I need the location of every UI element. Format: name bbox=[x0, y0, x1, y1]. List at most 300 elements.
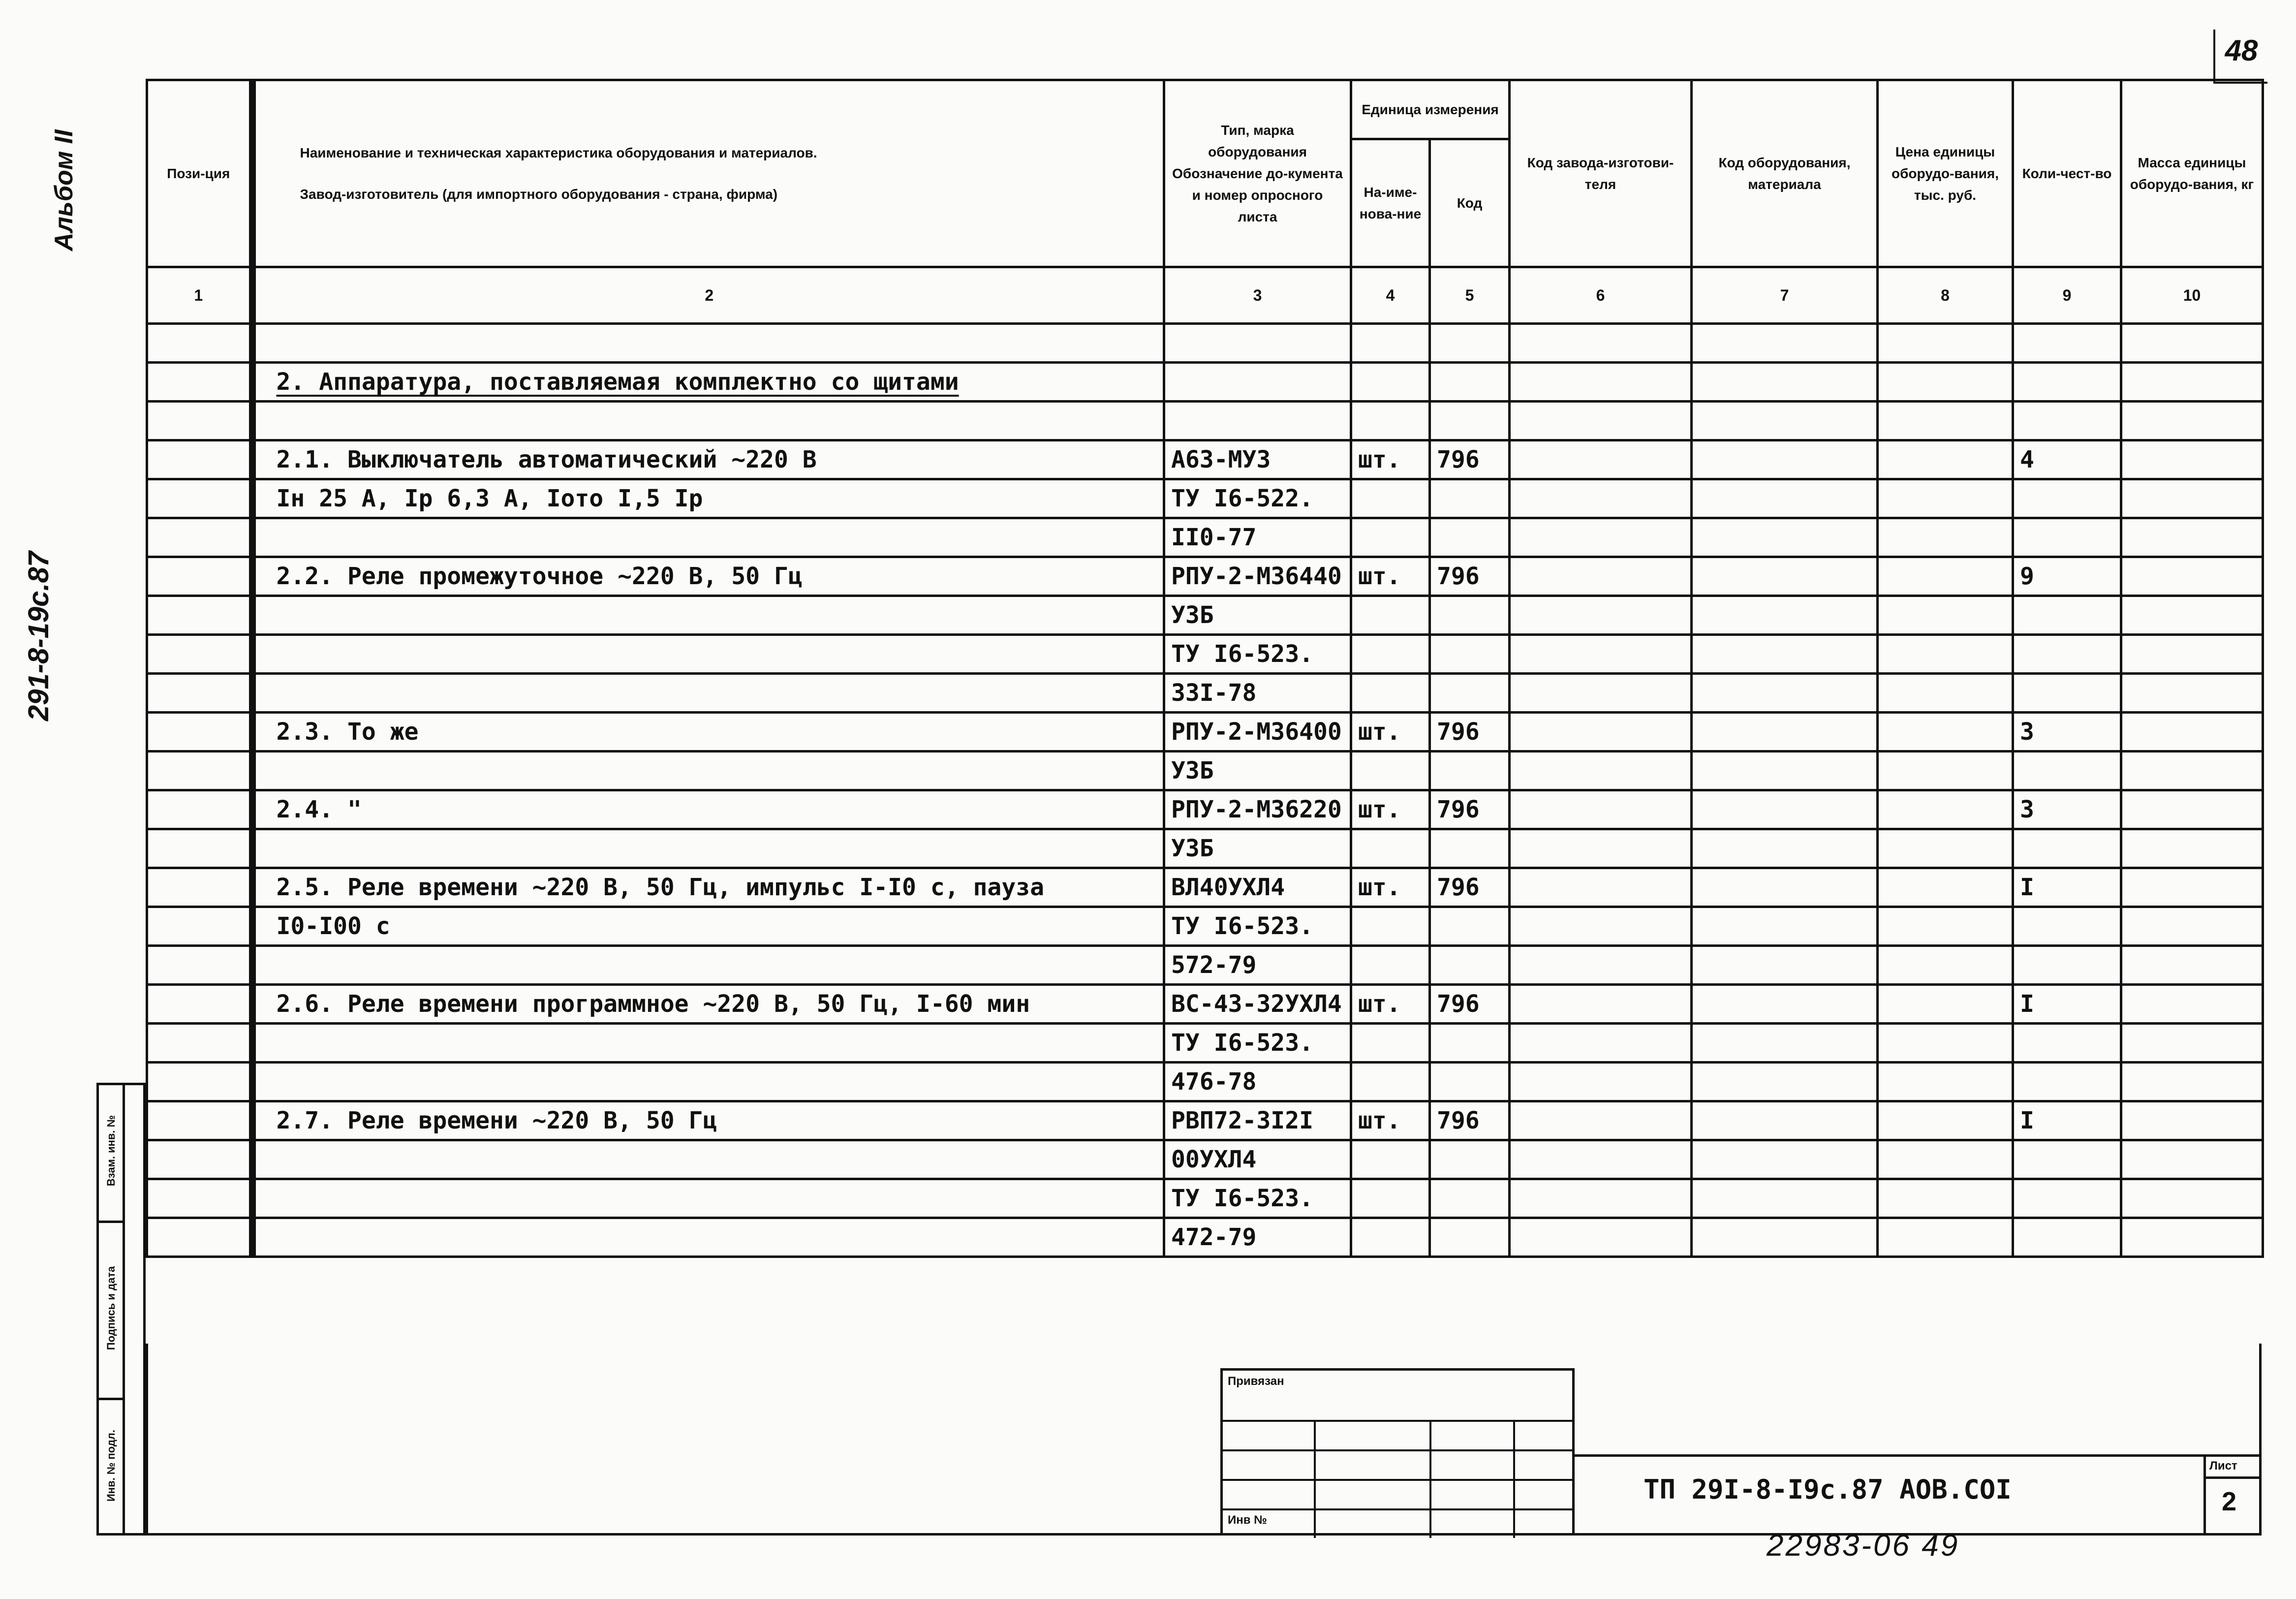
cell-mass bbox=[2121, 985, 2263, 1024]
cell-price bbox=[1878, 790, 2013, 829]
table-row bbox=[147, 324, 2263, 363]
cell-unit-code-text: 796 bbox=[1437, 446, 1480, 473]
cell-price bbox=[1878, 868, 2013, 907]
cell-position bbox=[147, 363, 252, 402]
cell-quantity bbox=[2013, 1101, 2121, 1140]
header-manufacturer-code: Код заводa-изготови-теля bbox=[1510, 80, 1692, 267]
cell-unit-code bbox=[1430, 324, 1510, 363]
cell-price bbox=[1878, 479, 2013, 518]
cell-name bbox=[252, 907, 1164, 946]
cell-quantity bbox=[2013, 557, 2121, 596]
cell-position bbox=[147, 752, 252, 790]
cell-unit bbox=[1351, 946, 1430, 985]
cell-mass bbox=[2121, 557, 2263, 596]
cell-mass bbox=[2121, 479, 2263, 518]
cell-price bbox=[1878, 518, 2013, 557]
cell-unit-text: шт. bbox=[1358, 446, 1401, 473]
binding-stamp bbox=[1220, 1368, 1575, 1536]
header-equipment-code: Код оборудования, материала bbox=[1692, 80, 1878, 267]
cell-equipment-code bbox=[1692, 674, 1878, 713]
cell-position bbox=[147, 1218, 252, 1257]
cell-equipment-code bbox=[1692, 1063, 1878, 1101]
cell-unit-code bbox=[1430, 363, 1510, 402]
cell-position bbox=[147, 479, 252, 518]
cell-name-text: Iн 25 А, Iр 6,3 А, Iото I,5 Iр bbox=[276, 485, 703, 512]
cell-quantity bbox=[2013, 1179, 2121, 1218]
cell-type-text: 472-79 bbox=[1171, 1223, 1257, 1251]
table-row bbox=[147, 596, 2263, 635]
cell-mass bbox=[2121, 1024, 2263, 1063]
column-number-row bbox=[147, 267, 2263, 324]
header-unit-group: Единица измерения bbox=[1351, 80, 1510, 139]
cell-equipment-code bbox=[1692, 1024, 1878, 1063]
cell-name bbox=[252, 946, 1164, 985]
cell-type bbox=[1164, 557, 1351, 596]
cell-unit-code bbox=[1430, 518, 1510, 557]
cell-type-text: 00УХЛ4 bbox=[1171, 1146, 1257, 1173]
cell-unit-code-text: 796 bbox=[1437, 1107, 1480, 1134]
cell-type bbox=[1164, 440, 1351, 479]
table-row bbox=[147, 907, 2263, 946]
table-row bbox=[147, 1024, 2263, 1063]
cell-mass bbox=[2121, 518, 2263, 557]
cell-manufacturer-code bbox=[1510, 829, 1692, 868]
cell-position bbox=[147, 907, 252, 946]
cell-position bbox=[147, 635, 252, 674]
column-number: 3 bbox=[1164, 267, 1351, 324]
cell-mass bbox=[2121, 1101, 2263, 1140]
cell-price bbox=[1878, 829, 2013, 868]
cell-manufacturer-code bbox=[1510, 674, 1692, 713]
cell-manufacturer-code bbox=[1510, 1218, 1692, 1257]
cell-equipment-code bbox=[1692, 479, 1878, 518]
cell-type bbox=[1164, 752, 1351, 790]
cell-quantity bbox=[2013, 868, 2121, 907]
table-row bbox=[147, 479, 2263, 518]
cell-type-text: РПУ-2-М36440 bbox=[1171, 563, 1342, 590]
cell-unit bbox=[1351, 1101, 1430, 1140]
cell-unit-code bbox=[1430, 596, 1510, 635]
cell-unit bbox=[1351, 440, 1430, 479]
cell-type-text: 33I-78 bbox=[1171, 679, 1257, 707]
cell-type-text: ТУ I6-523. bbox=[1171, 1185, 1313, 1212]
column-number: 1 bbox=[147, 267, 252, 324]
cell-unit-code bbox=[1430, 1179, 1510, 1218]
cell-type bbox=[1164, 324, 1351, 363]
column-number: 10 bbox=[2121, 267, 2263, 324]
cell-equipment-code bbox=[1692, 557, 1878, 596]
cell-name bbox=[252, 713, 1164, 752]
cell-manufacturer-code bbox=[1510, 790, 1692, 829]
cell-manufacturer-code bbox=[1510, 635, 1692, 674]
header-quantity: Коли-чест-во bbox=[2013, 80, 2121, 267]
cell-type bbox=[1164, 946, 1351, 985]
cell-quantity bbox=[2013, 1063, 2121, 1101]
cell-quantity bbox=[2013, 946, 2121, 985]
cell-position bbox=[147, 946, 252, 985]
cell-unit-code bbox=[1430, 713, 1510, 752]
cell-type bbox=[1164, 1140, 1351, 1179]
cell-type bbox=[1164, 1063, 1351, 1101]
cell-manufacturer-code bbox=[1510, 1101, 1692, 1140]
cell-position bbox=[147, 829, 252, 868]
cell-price bbox=[1878, 1140, 2013, 1179]
cell-type-text: ТУ I6-523. bbox=[1171, 640, 1313, 668]
cell-type bbox=[1164, 635, 1351, 674]
table-row bbox=[147, 674, 2263, 713]
cell-type bbox=[1164, 1101, 1351, 1140]
cell-quantity-text: I bbox=[2020, 874, 2034, 901]
cell-price bbox=[1878, 557, 2013, 596]
cell-equipment-code bbox=[1692, 829, 1878, 868]
cell-quantity bbox=[2013, 829, 2121, 868]
cell-type bbox=[1164, 868, 1351, 907]
cell-manufacturer-code bbox=[1510, 1063, 1692, 1101]
cell-mass bbox=[2121, 868, 2263, 907]
cell-position bbox=[147, 790, 252, 829]
cell-price bbox=[1878, 363, 2013, 402]
cell-mass bbox=[2121, 790, 2263, 829]
cell-unit-code bbox=[1430, 829, 1510, 868]
cell-mass bbox=[2121, 829, 2263, 868]
cell-manufacturer-code bbox=[1510, 713, 1692, 752]
cell-unit bbox=[1351, 790, 1430, 829]
cell-unit-code bbox=[1430, 868, 1510, 907]
cell-unit-code bbox=[1430, 402, 1510, 440]
cell-mass bbox=[2121, 946, 2263, 985]
cell-quantity bbox=[2013, 363, 2121, 402]
cell-manufacturer-code bbox=[1510, 1140, 1692, 1179]
cell-mass bbox=[2121, 596, 2263, 635]
header-unit-price: Цена единицы оборудо-вания, тыс. руб. bbox=[1878, 80, 2013, 267]
cell-manufacturer-code bbox=[1510, 868, 1692, 907]
cell-mass bbox=[2121, 1179, 2263, 1218]
cell-price bbox=[1878, 985, 2013, 1024]
cell-mass bbox=[2121, 1140, 2263, 1179]
cell-price bbox=[1878, 324, 2013, 363]
cell-unit bbox=[1351, 596, 1430, 635]
table-row bbox=[147, 1063, 2263, 1101]
cell-quantity bbox=[2013, 907, 2121, 946]
cell-quantity bbox=[2013, 985, 2121, 1024]
cell-type bbox=[1164, 674, 1351, 713]
cell-price bbox=[1878, 946, 2013, 985]
cell-unit bbox=[1351, 363, 1430, 402]
column-number: 8 bbox=[1878, 267, 2013, 324]
cell-name bbox=[252, 440, 1164, 479]
cell-name-text: 2.3. То же bbox=[276, 718, 419, 746]
cell-unit bbox=[1351, 324, 1430, 363]
cell-unit bbox=[1351, 1063, 1430, 1101]
cell-unit bbox=[1351, 752, 1430, 790]
cell-price bbox=[1878, 752, 2013, 790]
page-number: 48 bbox=[2213, 30, 2267, 84]
cell-type-text: ТУ I6-523. bbox=[1171, 912, 1313, 940]
cell-quantity bbox=[2013, 790, 2121, 829]
cell-type-text: 572-79 bbox=[1171, 951, 1257, 979]
header-position: Пози-ция bbox=[147, 80, 252, 267]
cell-type-text: ТУ I6-522. bbox=[1171, 485, 1313, 512]
cell-equipment-code bbox=[1692, 1218, 1878, 1257]
cell-unit-code bbox=[1430, 790, 1510, 829]
cell-equipment-code bbox=[1692, 1101, 1878, 1140]
cell-equipment-code bbox=[1692, 1140, 1878, 1179]
cell-position bbox=[147, 1140, 252, 1179]
cell-unit-code bbox=[1430, 946, 1510, 985]
cell-equipment-code bbox=[1692, 752, 1878, 790]
cell-name bbox=[252, 752, 1164, 790]
cell-type-text: ТУ I6-523. bbox=[1171, 1029, 1313, 1057]
cell-name-text: 2.5. Реле времени ~220 В, 50 Гц, импульс I-I0 с, пауза bbox=[276, 874, 1045, 901]
cell-manufacturer-code bbox=[1510, 985, 1692, 1024]
cell-price bbox=[1878, 402, 2013, 440]
cell-quantity bbox=[2013, 635, 2121, 674]
cell-price bbox=[1878, 674, 2013, 713]
cell-name bbox=[252, 596, 1164, 635]
cell-type-text: УЗБ bbox=[1171, 757, 1214, 784]
cell-price bbox=[1878, 1063, 2013, 1101]
cell-mass bbox=[2121, 440, 2263, 479]
cell-quantity bbox=[2013, 752, 2121, 790]
cell-quantity bbox=[2013, 596, 2121, 635]
cell-name-text: 2.1. Выключатель автоматический ~220 В bbox=[276, 446, 817, 473]
cell-unit bbox=[1351, 635, 1430, 674]
cell-price bbox=[1878, 635, 2013, 674]
column-number: 6 bbox=[1510, 267, 1692, 324]
cell-quantity-text: 3 bbox=[2020, 718, 2034, 746]
cell-mass bbox=[2121, 363, 2263, 402]
cell-unit bbox=[1351, 868, 1430, 907]
cell-quantity bbox=[2013, 1140, 2121, 1179]
cell-unit bbox=[1351, 479, 1430, 518]
sheet-number: 2 bbox=[2222, 1487, 2237, 1516]
cell-position bbox=[147, 1024, 252, 1063]
cell-position bbox=[147, 1179, 252, 1218]
cell-type bbox=[1164, 1024, 1351, 1063]
cell-manufacturer-code bbox=[1510, 518, 1692, 557]
cell-name bbox=[252, 1024, 1164, 1063]
cell-unit bbox=[1351, 907, 1430, 946]
cell-price bbox=[1878, 440, 2013, 479]
cell-unit-code bbox=[1430, 752, 1510, 790]
header-name-line1: Наименование и техническая характеристика оборудования и материалов. bbox=[300, 145, 817, 160]
table-row bbox=[147, 713, 2263, 752]
cell-position bbox=[147, 440, 252, 479]
cell-unit-code bbox=[1430, 479, 1510, 518]
cell-type-text: А63-МУЗ bbox=[1171, 446, 1271, 473]
cell-quantity-text: 3 bbox=[2020, 796, 2034, 823]
header-type: Тип, марка оборудования Обозначение до-кумента и номер опросного листа bbox=[1164, 80, 1351, 267]
cell-type-text: 476-78 bbox=[1171, 1068, 1257, 1096]
cell-unit-code bbox=[1430, 1063, 1510, 1101]
cell-quantity bbox=[2013, 440, 2121, 479]
cell-name bbox=[252, 324, 1164, 363]
sheet-label: Лист bbox=[2209, 1459, 2237, 1473]
cell-mass bbox=[2121, 635, 2263, 674]
column-number: 4 bbox=[1351, 267, 1430, 324]
cell-quantity-text: I bbox=[2020, 990, 2034, 1018]
cell-equipment-code bbox=[1692, 440, 1878, 479]
cell-quantity bbox=[2013, 1218, 2121, 1257]
cell-type-text: УЗБ bbox=[1171, 835, 1214, 862]
cell-position bbox=[147, 1063, 252, 1101]
cell-unit-code bbox=[1430, 1101, 1510, 1140]
side-label-inv-podl: Инв. № подл. bbox=[105, 1430, 117, 1502]
cell-manufacturer-code bbox=[1510, 752, 1692, 790]
header-unit-mass: Масса единицы оборудо-вания, кг bbox=[2121, 80, 2263, 267]
cell-manufacturer-code bbox=[1510, 596, 1692, 635]
cell-unit-code bbox=[1430, 907, 1510, 946]
cell-manufacturer-code bbox=[1510, 907, 1692, 946]
header-name bbox=[252, 80, 1164, 267]
side-label-vzam: Взам. инв. № bbox=[105, 1115, 117, 1187]
table-row bbox=[147, 518, 2263, 557]
cell-name-text: 2.4. " bbox=[276, 796, 362, 823]
column-number: 2 bbox=[252, 267, 1164, 324]
cell-unit-code-text: 796 bbox=[1437, 563, 1480, 590]
table-row bbox=[147, 1140, 2263, 1179]
cell-mass bbox=[2121, 907, 2263, 946]
cell-name bbox=[252, 557, 1164, 596]
cell-type bbox=[1164, 596, 1351, 635]
inv-label: Инв № bbox=[1228, 1513, 1267, 1527]
cell-unit bbox=[1351, 402, 1430, 440]
header-name-line2: Завод-изготовитель (для импортного оборудования - страна, фирма) bbox=[300, 186, 778, 202]
table-body bbox=[147, 324, 2263, 1257]
cell-type bbox=[1164, 518, 1351, 557]
cell-quantity bbox=[2013, 402, 2121, 440]
cell-quantity bbox=[2013, 479, 2121, 518]
cell-name bbox=[252, 402, 1164, 440]
cell-type bbox=[1164, 479, 1351, 518]
table-row bbox=[147, 985, 2263, 1024]
cell-type-text: УЗБ bbox=[1171, 601, 1214, 629]
cell-name-text: I0-I00 с bbox=[276, 912, 390, 940]
cell-manufacturer-code bbox=[1510, 363, 1692, 402]
cell-unit-text: шт. bbox=[1358, 990, 1401, 1018]
cell-name bbox=[252, 868, 1164, 907]
cell-type-text: РПУ-2-М36220 bbox=[1171, 796, 1342, 823]
cell-unit-code bbox=[1430, 985, 1510, 1024]
cell-position bbox=[147, 596, 252, 635]
cell-quantity-text: 4 bbox=[2020, 446, 2034, 473]
cell-price bbox=[1878, 1218, 2013, 1257]
cell-unit bbox=[1351, 557, 1430, 596]
cell-position bbox=[147, 868, 252, 907]
cell-equipment-code bbox=[1692, 635, 1878, 674]
cell-type bbox=[1164, 829, 1351, 868]
cell-equipment-code bbox=[1692, 324, 1878, 363]
cell-unit-code-text: 796 bbox=[1437, 874, 1480, 901]
cell-quantity bbox=[2013, 713, 2121, 752]
table-row bbox=[147, 557, 2263, 596]
table-row bbox=[147, 402, 2263, 440]
cell-mass bbox=[2121, 1218, 2263, 1257]
cell-unit bbox=[1351, 518, 1430, 557]
cell-unit-text: шт. bbox=[1358, 1107, 1401, 1134]
table-row bbox=[147, 752, 2263, 790]
cell-position bbox=[147, 518, 252, 557]
cell-unit-code bbox=[1430, 1140, 1510, 1179]
cell-manufacturer-code bbox=[1510, 1179, 1692, 1218]
inventory-number: 22983-06 49 bbox=[1767, 1529, 1960, 1563]
cell-type bbox=[1164, 790, 1351, 829]
cell-position bbox=[147, 324, 252, 363]
cell-unit-text: шт. bbox=[1358, 563, 1401, 590]
cell-mass bbox=[2121, 752, 2263, 790]
cell-name bbox=[252, 674, 1164, 713]
project-code-note: 291-8-19с.87 bbox=[23, 551, 55, 721]
cell-name bbox=[252, 518, 1164, 557]
cell-type bbox=[1164, 1218, 1351, 1257]
cell-price bbox=[1878, 596, 2013, 635]
cell-name bbox=[252, 985, 1164, 1024]
cell-name-text: 2.7. Реле времени ~220 В, 50 Гц bbox=[276, 1107, 717, 1134]
cell-unit-text: шт. bbox=[1358, 718, 1401, 746]
cell-equipment-code bbox=[1692, 1179, 1878, 1218]
column-number: 7 bbox=[1692, 267, 1878, 324]
cell-quantity bbox=[2013, 518, 2121, 557]
cell-price bbox=[1878, 1179, 2013, 1218]
column-number: 5 bbox=[1430, 267, 1510, 324]
cell-quantity-text: 9 bbox=[2020, 563, 2034, 590]
cell-unit bbox=[1351, 713, 1430, 752]
cell-price bbox=[1878, 907, 2013, 946]
cell-unit-code bbox=[1430, 440, 1510, 479]
cell-position bbox=[147, 713, 252, 752]
cell-mass bbox=[2121, 402, 2263, 440]
header-unit-code: Код bbox=[1430, 139, 1510, 267]
column-number: 9 bbox=[2013, 267, 2121, 324]
cell-price bbox=[1878, 713, 2013, 752]
cell-mass bbox=[2121, 324, 2263, 363]
cell-unit-text: шт. bbox=[1358, 796, 1401, 823]
cell-equipment-code bbox=[1692, 713, 1878, 752]
cell-manufacturer-code bbox=[1510, 402, 1692, 440]
cell-equipment-code bbox=[1692, 402, 1878, 440]
cell-price bbox=[1878, 1024, 2013, 1063]
cell-position bbox=[147, 985, 252, 1024]
table-row bbox=[147, 1179, 2263, 1218]
cell-unit-code-text: 796 bbox=[1437, 990, 1480, 1018]
cell-position bbox=[147, 557, 252, 596]
side-label-podpis: Подпись и дата bbox=[105, 1266, 117, 1350]
cell-manufacturer-code bbox=[1510, 324, 1692, 363]
cell-manufacturer-code bbox=[1510, 479, 1692, 518]
cell-name-text: 2.6. Реле времени программное ~220 В, 50 Гц, I-60 мин bbox=[276, 990, 1030, 1018]
cell-position bbox=[147, 1101, 252, 1140]
cell-name bbox=[252, 1218, 1164, 1257]
cell-manufacturer-code bbox=[1510, 557, 1692, 596]
header-unit-name: На-име-нова-ние bbox=[1351, 139, 1430, 267]
sheet-divider bbox=[2203, 1476, 2262, 1479]
cell-unit-code-text: 796 bbox=[1437, 718, 1480, 746]
cell-unit-code-text: 796 bbox=[1437, 796, 1480, 823]
cell-unit-code bbox=[1430, 674, 1510, 713]
table-row bbox=[147, 1101, 2263, 1140]
cell-unit bbox=[1351, 1024, 1430, 1063]
cell-unit bbox=[1351, 674, 1430, 713]
cell-type-text: РПУ-2-М36400 bbox=[1171, 718, 1342, 746]
cell-unit-code bbox=[1430, 1024, 1510, 1063]
cell-price bbox=[1878, 1101, 2013, 1140]
document-code: ТП 29I-8-I9с.87 АОВ.COI bbox=[1644, 1474, 2012, 1505]
cell-name bbox=[252, 1063, 1164, 1101]
album-note: Альбом II bbox=[50, 129, 78, 251]
cell-name-text: 2. Аппаратура, поставляемая комплектно со щитами bbox=[276, 368, 959, 396]
cell-name bbox=[252, 1101, 1164, 1140]
cell-name-text: 2.2. Реле промежуточное ~220 В, 50 Гц bbox=[276, 563, 803, 590]
